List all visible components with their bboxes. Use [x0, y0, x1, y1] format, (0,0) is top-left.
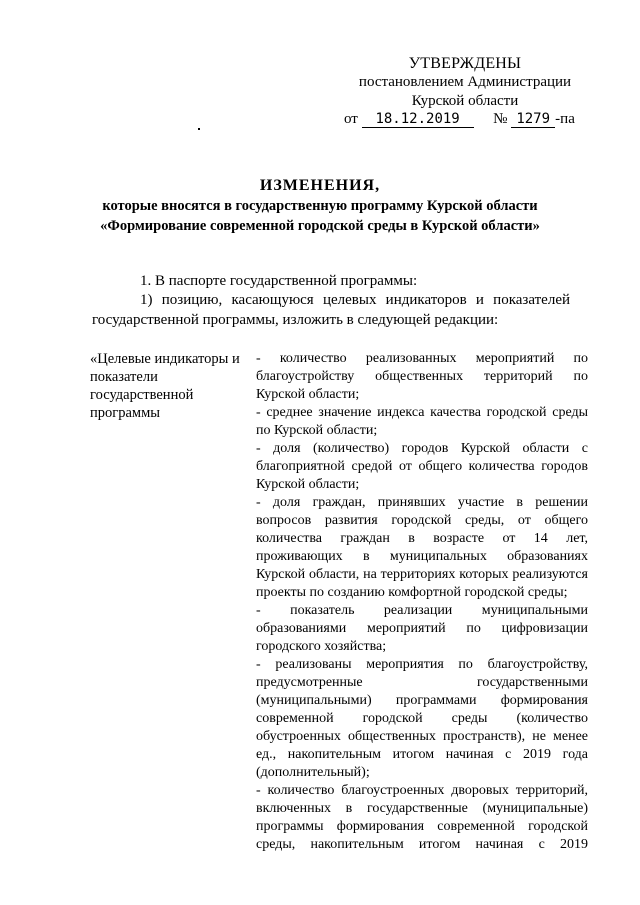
- title-line-2: которые вносятся в государственную программу Курской области: [102, 198, 538, 214]
- indicators-label: «Целевые индикаторы и показатели государственной программы: [90, 351, 240, 421]
- paragraph-2: 1) позицию, касающуюся целевых индикаторов и показателей государственной программы, изложить в следующей редакции:: [92, 292, 570, 328]
- paragraph-1: 1. В паспорте государственной программы:: [140, 273, 418, 289]
- indicator-item: - среднее значение индекса качества городской среды по Курской области;: [256, 405, 588, 438]
- title-line-3: «Формирование современной городской среды в Курской области»: [100, 218, 540, 234]
- number-prefix: №: [493, 111, 508, 127]
- indicator-item: - количество благоустроенных дворовых территорий, включенных в государственные (муниципальные) программы формирования современной городской среды, накопительным итогом начиная с 2019: [256, 783, 588, 852]
- date-prefix: от: [344, 111, 358, 127]
- indicator-item: - показатель реализации муниципальными образованиями мероприятий по цифровизации городского хозяйства;: [256, 603, 588, 654]
- indicator-item: - доля (количество) городов Курской области с благоприятной средой от общего количества городов Курской области;: [256, 441, 588, 492]
- document-title: [70, 176, 570, 236]
- indicator-item: - доля граждан, принявших участие в решении вопросов развития городской среды, от общего количества граждан в возрасте от 14 лет, проживающих в муниципальных образованиях Курской области, на территориях которых реализуются проекты по созданию комфортной городской среды;: [256, 495, 588, 600]
- number-suffix: -па: [555, 111, 575, 127]
- approval-date-line: [344, 111, 575, 128]
- indicator-item: - реализованы мероприятия по благоустройству, предусмотренные государственными (муниципальными) программами формирования современной городской среды (количество обустроенных общественных пространств), не менее ед., накопительным итогом начиная с 2019 года (дополнительный);: [256, 657, 588, 780]
- indicators-list: [256, 350, 588, 854]
- indicator-item: - количество реализованных мероприятий по благоустройству общественных территорий по Курской области;: [256, 351, 588, 402]
- approval-line-2: Курской области: [411, 93, 519, 109]
- approval-line-1: постановлением Администрации: [358, 74, 572, 90]
- scan-speck: [198, 128, 200, 130]
- approval-heading: УТВЕРЖДЕНЫ: [408, 55, 522, 72]
- approval-block: [340, 54, 590, 111]
- approval-date: 18.12.2019: [362, 112, 474, 128]
- title-line-1: ИЗМЕНЕНИЯ,: [259, 177, 381, 194]
- approval-number: 1279: [511, 112, 555, 128]
